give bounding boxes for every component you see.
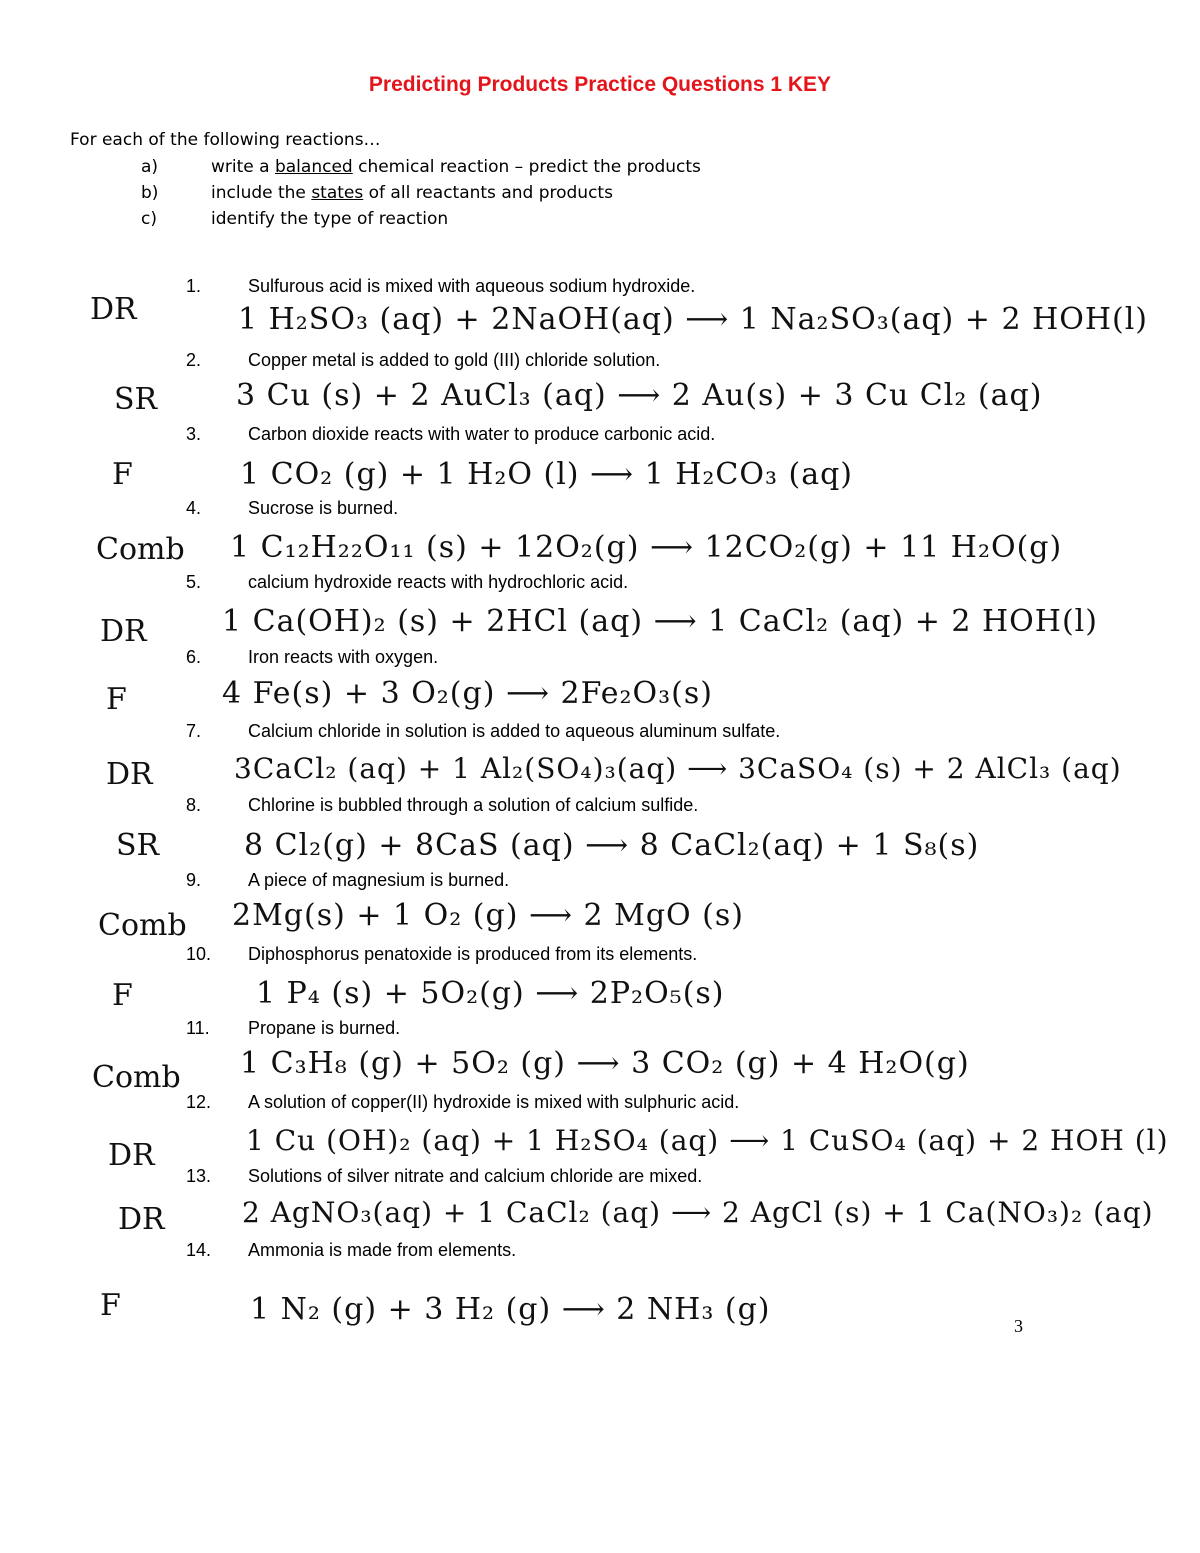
question-prompt: Chlorine is bubbled through a solution of calcium sulfide. xyxy=(248,795,699,815)
question-prompt: Copper metal is added to gold (III) chloride solution. xyxy=(248,350,661,370)
question-prompt: Sucrose is burned. xyxy=(248,498,399,518)
question-number: 12. xyxy=(186,1092,212,1112)
question-number: 1. xyxy=(186,276,202,296)
answer-equation: 1 C₁₂H₂₂O₁₁ (s) + 12O₂(g) ⟶ 12CO₂(g) + 11 H₂O(g) xyxy=(230,530,1063,565)
reaction-type: SR xyxy=(114,382,158,417)
reaction-type: F xyxy=(112,457,133,492)
reaction-type: DR xyxy=(118,1202,165,1237)
answer-equation: 4 Fe(s) + 3 O₂(g) ⟶ 2Fe₂O₃(s) xyxy=(222,676,713,711)
answer-equation: 1 CO₂ (g) + 1 H₂O (l) ⟶ 1 H₂CO₃ (aq) xyxy=(240,457,854,492)
question-number: 14. xyxy=(186,1240,212,1260)
question-number: 9. xyxy=(186,870,202,890)
instruction-text: identify the type of reaction xyxy=(211,209,449,229)
question-number: 2. xyxy=(186,350,202,370)
reaction-type: DR xyxy=(100,614,147,649)
reaction-type: Comb xyxy=(96,532,185,567)
instruction-text: write a balanced chemical reaction – predict the products xyxy=(211,157,701,177)
question-prompt: Diphosphorus penatoxide is produced from its elements. xyxy=(248,944,698,964)
answer-equation: 3CaCl₂ (aq) + 1 Al₂(SO₄)₃(aq) ⟶ 3CaSO₄ (s) + 2 AlCl₃ (aq) xyxy=(234,752,1122,785)
answer-equation: 2 AgNO₃(aq) + 1 CaCl₂ (aq) ⟶ 2 AgCl (s) + 1 Ca(NO₃)₂ (aq) xyxy=(242,1196,1154,1229)
question-prompt: Iron reacts with oxygen. xyxy=(248,647,439,667)
question-prompt: A solution of copper(II) hydroxide is mixed with sulphuric acid. xyxy=(248,1092,740,1112)
reaction-type: SR xyxy=(116,828,160,863)
answer-equation: 1 N₂ (g) + 3 H₂ (g) ⟶ 2 NH₃ (g) xyxy=(250,1292,771,1327)
question-number: 5. xyxy=(186,572,202,592)
answer-equation: 1 C₃H₈ (g) + 5O₂ (g) ⟶ 3 CO₂ (g) + 4 H₂O(g) xyxy=(240,1046,970,1081)
instruction-letter: a) xyxy=(141,157,159,177)
answer-equation: 1 P₄ (s) + 5O₂(g) ⟶ 2P₂O₅(s) xyxy=(256,976,725,1011)
question-number: 3. xyxy=(186,424,202,444)
reaction-type: F xyxy=(100,1288,121,1323)
answer-equation: 3 Cu (s) + 2 AuCl₃ (aq) ⟶ 2 Au(s) + 3 Cu Cl₂ (aq) xyxy=(236,378,1043,413)
reaction-type: Comb xyxy=(98,908,187,943)
question-number: 10. xyxy=(186,944,212,964)
question-number: 7. xyxy=(186,721,202,741)
document-title: Predicting Products Practice Questions 1 KEY xyxy=(368,73,832,96)
question-prompt: Solutions of silver nitrate and calcium chloride are mixed. xyxy=(248,1166,703,1186)
question-number: 13. xyxy=(186,1166,212,1186)
instruction-letter: b) xyxy=(141,183,159,203)
question-number: 8. xyxy=(186,795,202,815)
instruction-text: include the states of all reactants and products xyxy=(211,183,613,203)
reaction-type: Comb xyxy=(92,1060,181,1095)
question-prompt: Calcium chloride in solution is added to aqueous aluminum sulfate. xyxy=(248,721,781,741)
answer-equation: 1 H₂SO₃ (aq) + 2NaOH(aq) ⟶ 1 Na₂SO₃(aq) + 2 HOH(l) xyxy=(238,302,1148,337)
page-number: 3 xyxy=(1014,1316,1023,1336)
intro-text: For each of the following reactions… xyxy=(70,130,381,150)
answer-equation: 8 Cl₂(g) + 8CaS (aq) ⟶ 8 CaCl₂(aq) + 1 S₈(s) xyxy=(244,828,980,863)
question-prompt: Carbon dioxide reacts with water to produce carbonic acid. xyxy=(248,424,716,444)
reaction-type: DR xyxy=(90,292,137,327)
question-number: 6. xyxy=(186,647,202,667)
question-prompt: Propane is burned. xyxy=(248,1018,401,1038)
reaction-type: F xyxy=(112,978,133,1013)
reaction-type: F xyxy=(106,682,127,717)
reaction-type: DR xyxy=(108,1138,155,1173)
question-number: 4. xyxy=(186,498,202,518)
instruction-letter: c) xyxy=(141,209,157,229)
answer-equation: 2Mg(s) + 1 O₂ (g) ⟶ 2 MgO (s) xyxy=(232,898,744,933)
question-prompt: calcium hydroxide reacts with hydrochloric acid. xyxy=(248,572,629,592)
question-prompt: Sulfurous acid is mixed with aqueous sodium hydroxide. xyxy=(248,276,696,296)
answer-equation: 1 Cu (OH)₂ (aq) + 1 H₂SO₄ (aq) ⟶ 1 CuSO₄ (aq) + 2 HOH (l) xyxy=(246,1124,1169,1157)
question-prompt: Ammonia is made from elements. xyxy=(248,1240,517,1260)
reaction-type: DR xyxy=(106,757,153,792)
answer-equation: 1 Ca(OH)₂ (s) + 2HCl (aq) ⟶ 1 CaCl₂ (aq) + 2 HOH(l) xyxy=(222,604,1098,639)
question-prompt: A piece of magnesium is burned. xyxy=(248,870,510,890)
question-number: 11. xyxy=(186,1018,210,1038)
